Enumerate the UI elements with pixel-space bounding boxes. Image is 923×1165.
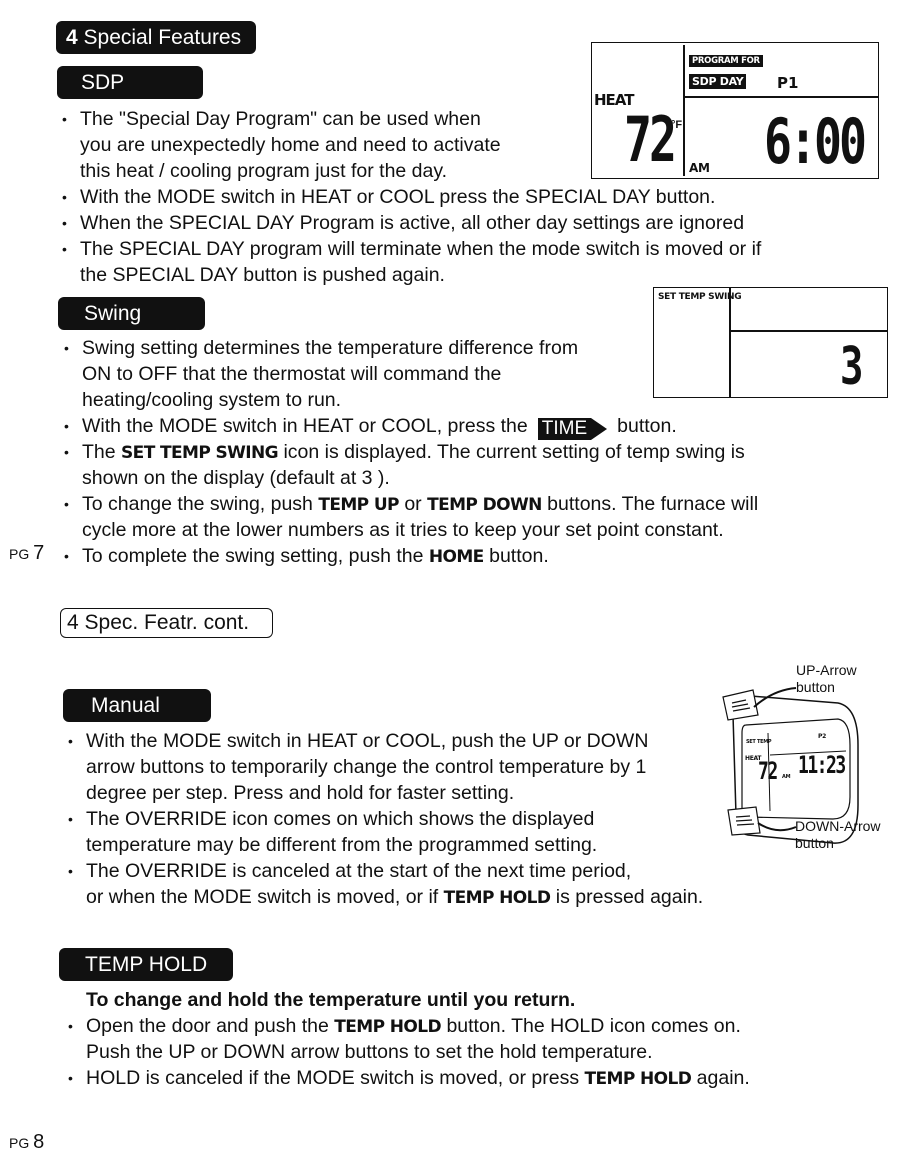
temp-hold-heading: To change and hold the temperature until you return. bbox=[86, 989, 576, 1011]
swing-lcd-divider-horizontal bbox=[730, 330, 887, 332]
section-header-number: 4 bbox=[66, 26, 78, 49]
swing-lcd-display bbox=[653, 287, 888, 398]
temp-hold-keyword-3: TEMP HOLD bbox=[584, 1069, 692, 1089]
sdp-line-3: this heat / cooling program just for the day. bbox=[80, 160, 448, 182]
page-8-prefix: PG bbox=[9, 1135, 30, 1151]
up-arrow-callout bbox=[796, 662, 857, 696]
swing-line-2: ON to OFF that the thermostat will command the bbox=[82, 363, 502, 385]
temp-hold-line-1-post: button. The HOLD icon comes on. bbox=[446, 1015, 741, 1037]
manual-line-6: • The OVERRIDE is canceled at the start of the next time period, bbox=[86, 858, 631, 884]
swing-line-9 bbox=[82, 543, 549, 570]
set-temp-swing-keyword: SET TEMP SWING bbox=[121, 443, 279, 463]
page-8-number: 8 bbox=[33, 1131, 45, 1153]
section-header bbox=[56, 21, 256, 54]
device-set-temp-icon: SET TEMP bbox=[746, 739, 772, 745]
lcd-divider-vertical bbox=[683, 45, 685, 176]
manual-line-7-post: is pressed again. bbox=[555, 886, 704, 908]
manual-line-4: • The OVERRIDE icon comes on which shows the displayed bbox=[86, 806, 594, 832]
device-period-indicator: P2 bbox=[818, 733, 826, 740]
cont-header: 4 Spec. Featr. cont. bbox=[60, 608, 273, 638]
period-indicator: P1 bbox=[777, 74, 799, 92]
swing-line-4 bbox=[82, 413, 677, 440]
down-arrow-callout bbox=[795, 818, 881, 852]
sdp-line-1: • The "Special Day Program" can be used when bbox=[80, 106, 481, 132]
temp-hold-line-2: Push the UP or DOWN arrow buttons to set the hold temperature. bbox=[86, 1041, 653, 1063]
manual-title: Manual bbox=[63, 689, 211, 722]
swing-line-6: shown on the display (default at 3 ). bbox=[82, 467, 390, 489]
up-arrow-callout-line-2: button bbox=[796, 679, 835, 695]
swing-line-7 bbox=[82, 491, 758, 518]
temp-hold-keyword: TEMP HOLD bbox=[443, 888, 551, 908]
set-temp-swing-icon: SET TEMP SWING bbox=[658, 292, 742, 302]
temp-hold-title: TEMP HOLD bbox=[59, 948, 233, 981]
temp-hold-line-1-pre: Open the door and push the bbox=[86, 1015, 329, 1037]
temp-hold-line-1 bbox=[86, 1013, 741, 1040]
lcd-divider-horizontal bbox=[684, 96, 878, 98]
sdp-line-7: the SPECIAL DAY button is pushed again. bbox=[80, 264, 445, 286]
device-time-readout: 11:23 bbox=[798, 751, 845, 779]
time-readout: 6:00 bbox=[764, 105, 864, 178]
device-temperature-readout: 72 bbox=[758, 757, 777, 785]
temp-hold-line-3-post: again. bbox=[696, 1067, 750, 1089]
swing-line-4-text: With the MODE switch in HEAT or COOL, press the bbox=[82, 415, 528, 437]
down-arrow-callout-line-2: button bbox=[795, 835, 834, 851]
am-indicator: AM bbox=[689, 161, 710, 175]
swing-title: Swing bbox=[58, 297, 205, 330]
swing-line-8: cycle more at the lower numbers as it tries to keep your set point constant. bbox=[82, 519, 724, 541]
manual-line-2: arrow buttons to temporarily change the control temperature by 1 bbox=[86, 756, 647, 778]
temperature-readout: 72 bbox=[624, 103, 674, 176]
time-button-icon: TIME bbox=[538, 418, 591, 440]
sdp-lcd-display bbox=[591, 42, 879, 179]
swing-value-readout: 3 bbox=[840, 337, 861, 397]
manual-line-1: • With the MODE switch in HEAT or COOL, push the UP or DOWN bbox=[86, 728, 648, 754]
home-keyword: HOME bbox=[428, 547, 484, 567]
sdp-day-icon: SDP DAY bbox=[689, 74, 746, 89]
page-7-number: 7 bbox=[33, 542, 45, 564]
temp-hold-line-3 bbox=[86, 1065, 750, 1092]
heat-indicator: HEAT bbox=[594, 91, 634, 109]
swing-line-5-post: icon is displayed. The current setting of temp swing is bbox=[283, 441, 745, 463]
swing-lcd-divider-vertical bbox=[729, 288, 731, 397]
temp-down-keyword: TEMP DOWN bbox=[427, 495, 542, 515]
page-number-7 bbox=[9, 542, 44, 565]
page-number-8 bbox=[9, 1131, 44, 1154]
sdp-title: SDP bbox=[57, 66, 203, 99]
swing-line-9-pre: To complete the swing setting, push the bbox=[82, 545, 424, 567]
swing-line-9-post: button. bbox=[489, 545, 549, 567]
swing-line-3: heating/cooling system to run. bbox=[82, 389, 342, 411]
sdp-line-2: you are unexpectedly home and need to activate bbox=[80, 134, 501, 156]
sdp-line-6: • The SPECIAL DAY program will terminate when the mode switch is moved or if bbox=[80, 236, 761, 262]
down-arrow-callout-line-1: DOWN-Arrow bbox=[795, 818, 881, 834]
swing-line-4-post: button. bbox=[617, 415, 677, 437]
device-heat-indicator: HEAT bbox=[745, 755, 762, 762]
manual-line-7 bbox=[86, 884, 703, 911]
swing-line-1: • Swing setting determines the temperature difference from bbox=[82, 335, 578, 361]
temp-hold-keyword-2: TEMP HOLD bbox=[334, 1017, 442, 1037]
manual-line-3: degree per step. Press and hold for faster setting. bbox=[86, 782, 515, 804]
swing-line-5 bbox=[82, 439, 745, 466]
sdp-line-5: • When the SPECIAL DAY Program is active, all other day settings are ignored bbox=[80, 210, 744, 236]
swing-line-7-pre: To change the swing, push bbox=[82, 493, 313, 515]
temp-hold-line-3-pre: HOLD is canceled if the MODE switch is moved, or press bbox=[86, 1067, 580, 1089]
temp-up-keyword: TEMP UP bbox=[318, 495, 399, 515]
unit-indicator: °F bbox=[671, 119, 683, 131]
program-for-icon: PROGRAM FOR bbox=[689, 55, 763, 67]
up-arrow-callout-line-1: UP-Arrow bbox=[796, 662, 857, 678]
swing-line-7-mid: or bbox=[404, 493, 422, 515]
manual-line-5: temperature may be different from the programmed setting. bbox=[86, 834, 598, 856]
swing-line-5-pre: The bbox=[82, 441, 116, 463]
section-header-label: Special Features bbox=[83, 26, 242, 49]
sdp-line-4: • With the MODE switch in HEAT or COOL press the SPECIAL DAY button. bbox=[80, 184, 715, 210]
device-am-indicator: AM bbox=[782, 774, 791, 780]
swing-line-7-post: buttons. The furnace will bbox=[547, 493, 759, 515]
manual-line-7-pre: or when the MODE switch is moved, or if bbox=[86, 886, 439, 908]
page-7-prefix: PG bbox=[9, 546, 30, 562]
